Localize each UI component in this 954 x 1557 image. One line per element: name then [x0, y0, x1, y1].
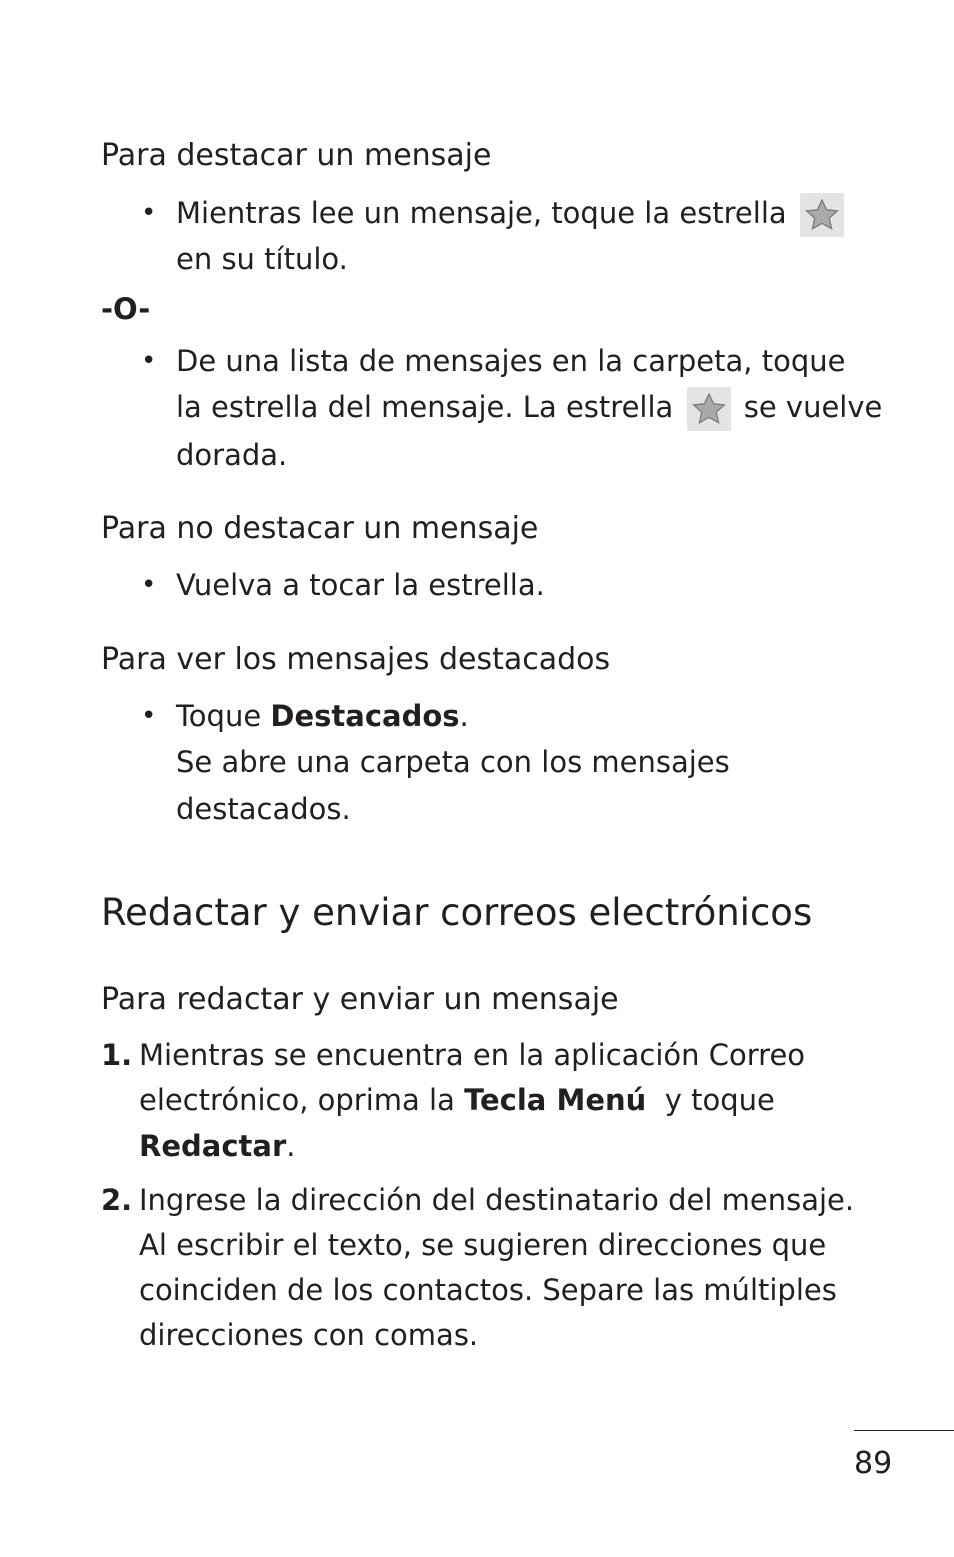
step-text-bold: Redactar: [139, 1129, 287, 1163]
footer-divider: [854, 1430, 954, 1431]
bullet-text-line: Mientras lee un mensaje, toque la estrella: [176, 196, 787, 230]
step-text-line: coinciden de los contactos. Separe las múltiples: [139, 1273, 837, 1307]
bullet-text: [176, 384, 882, 431]
page-number: 89: [854, 1446, 893, 1481]
step-text-prefix: electrónico, oprima la: [139, 1083, 465, 1117]
step-text-line: direcciones con comas.: [139, 1318, 479, 1352]
star-icon: [800, 193, 844, 237]
bullet-text: [176, 190, 844, 237]
step-text: [139, 1077, 775, 1123]
step-number: 2.: [101, 1183, 133, 1217]
bullet-text-line: De una lista de mensajes en la carpeta, toque: [176, 344, 846, 378]
bullet-text: [176, 693, 469, 739]
step-text-suffix: y toque: [646, 1083, 775, 1117]
bullet-text-bold: Destacados: [270, 699, 460, 733]
bullet-marker: •: [141, 346, 157, 376]
bullet-marker: •: [141, 570, 157, 600]
step-text-line: Ingrese la dirección del destinatario del mensaje.: [139, 1183, 855, 1217]
step-text-bold: Tecla Menú: [464, 1083, 647, 1117]
step-number: 1.: [101, 1038, 133, 1072]
bullet-text-line: la estrella del mensaje. La estrella: [176, 390, 674, 424]
heading-highlight-message: Para destacar un mensaje: [101, 138, 492, 173]
bullet-text-line: se vuelve: [743, 390, 883, 424]
heading-unhighlight-message: Para no destacar un mensaje: [101, 511, 539, 546]
heading-view-highlighted: Para ver los mensajes destacados: [101, 642, 611, 677]
star-icon: [687, 387, 731, 431]
bullet-text-line: Vuelva a tocar la estrella.: [176, 568, 545, 602]
bullet-marker: •: [141, 198, 157, 228]
bullet-text-line: en su título.: [176, 242, 348, 276]
bullet-marker: •: [141, 701, 157, 731]
heading-compose-message: Para redactar y enviar un mensaje: [101, 982, 619, 1017]
bullet-text-prefix: Toque: [176, 699, 271, 733]
bullet-text-suffix: .: [459, 699, 469, 733]
step-text-line: Al escribir el texto, se sugieren direcciones que: [139, 1228, 827, 1262]
step-text: [139, 1123, 295, 1169]
section-title: Redactar y enviar correos electrónicos: [101, 891, 813, 934]
step-text-line: Mientras se encuentra en la aplicación Correo: [139, 1038, 806, 1072]
bullet-text-line: dorada.: [176, 438, 288, 472]
or-separator: -O-: [101, 292, 151, 326]
bullet-text-line: Se abre una carpeta con los mensajes: [176, 745, 730, 779]
bullet-text-line: destacados.: [176, 792, 351, 826]
step-text-suffix: .: [286, 1129, 296, 1163]
